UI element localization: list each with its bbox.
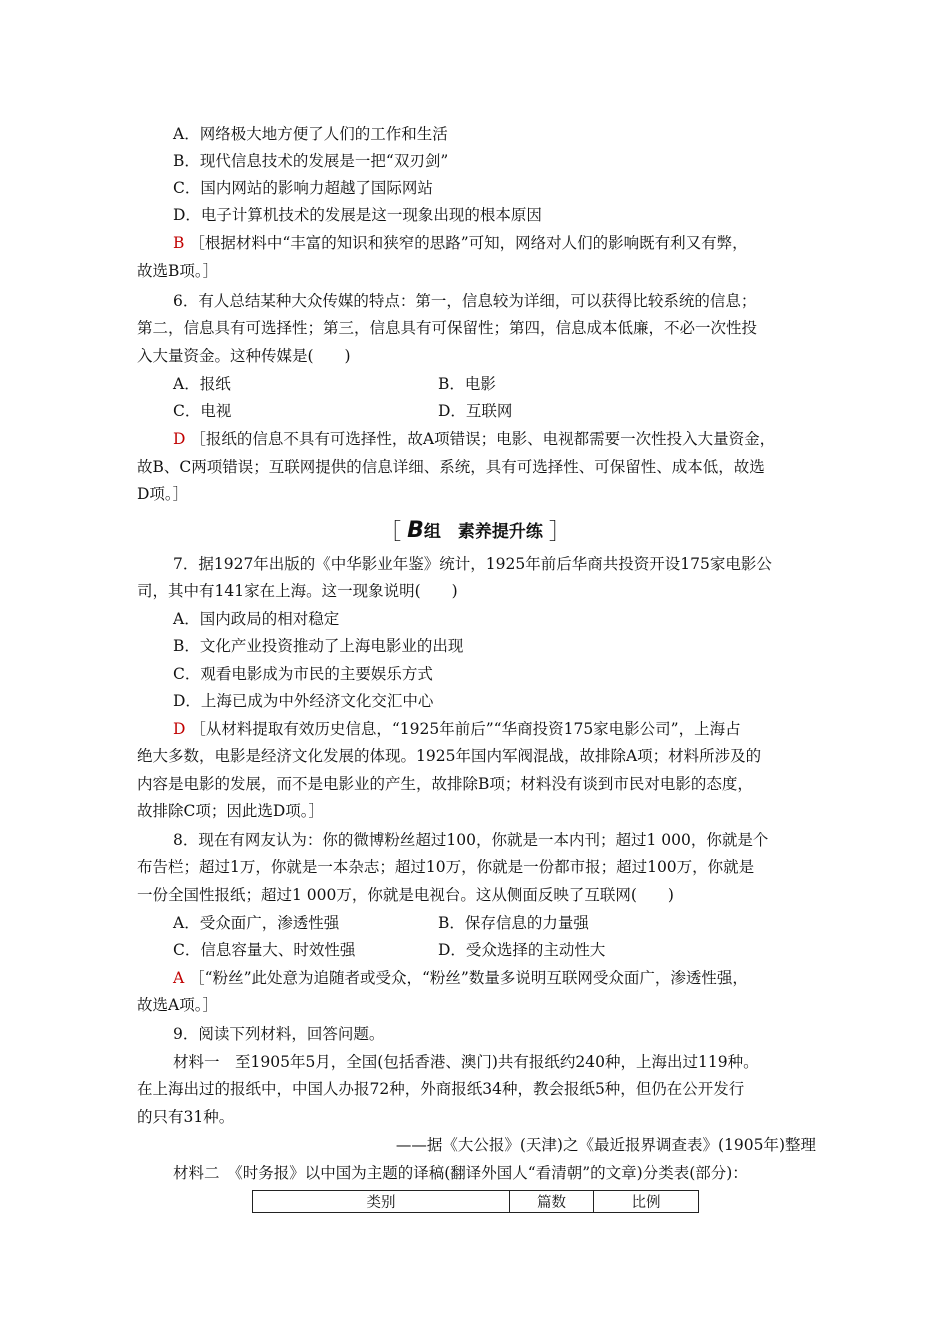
q9-material1-line2: 在上海出过的报纸中，中国人办报72种，外商报纸34种，教会报纸5种，但仍在公开发行: [137, 1080, 745, 1098]
q9-material1-line1: 材料一 至1905年5月，全国(包括香港、澳门)共有报纸约240种，上海出过119种。: [173, 1053, 759, 1071]
q5-answer: [173, 233, 748, 253]
q8-stem-line3: 一份全国性报纸；超过1 000万，你就是电视台。这从侧面反映了互联网( ): [137, 886, 674, 904]
q9-source-note: ——据《大公报》(天津)之《最近报界调查表》(1905年)整理: [395, 1136, 816, 1154]
q8-stem-line2: 布告栏；超过1万，你就是一本杂志；超过10万，你就是一份都市报；超过100万，你就是: [137, 858, 755, 876]
q8-answer: [173, 968, 748, 988]
q7-answer-text: ［从材料提取有效历史信息，“1925年前后”“华商投资175家电影公司”，上海占: [190, 720, 741, 738]
section-letter: B: [407, 518, 424, 543]
q6-stem-line2: 第二，信息具有可选择性；第三，信息具有可保留性；第四，信息成本低廉，不必一次性投: [137, 319, 758, 337]
q8-option-b: B．保存信息的力量强: [438, 914, 589, 932]
q7-answer-line4: 故排除C项；因此选D项。］: [137, 802, 325, 820]
q7-answer-letter: D: [173, 720, 186, 738]
q6-answer: [173, 429, 775, 449]
q8-answer-line2: 故选A项。］: [137, 996, 218, 1014]
q7-answer-line3: 内容是电影的发展，而不是电影业的产生，故排除B项；材料没有谈到市民对电影的态度，: [137, 775, 753, 793]
q5-answer-line2: 故选B项。］: [137, 262, 219, 280]
section-open-bracket: ［: [379, 520, 402, 545]
q6-option-a: A．报纸: [173, 375, 231, 393]
section-b-heading: [0, 515, 950, 546]
q6-answer-letter: D: [173, 430, 186, 448]
q8-answer-letter: A: [173, 969, 185, 987]
q5-option-d: D．电子计算机技术的发展是这一现象出现的根本原因: [173, 206, 542, 224]
q6-option-c: C．电视: [173, 402, 232, 420]
q8-stem-line1: 8．现在有网友认为：你的微博粉丝超过100，你就是一本内刊；超过1 000，你就是个: [173, 831, 769, 849]
q5-answer-letter: B: [173, 234, 185, 252]
q9-stem: 9．阅读下列材料，回答问题。: [173, 1025, 385, 1043]
q7-option-b: B．文化产业投资推动了上海电影业的出现: [173, 637, 464, 655]
q6-stem-line3: 入大量资金。这种传媒是( ): [137, 347, 351, 365]
q8-option-d: D．受众选择的主动性大: [438, 941, 606, 959]
q7-option-c: C．观看电影成为市民的主要娱乐方式: [173, 665, 433, 683]
q7-option-d: D．上海已成为中外经济文化交汇中心: [173, 692, 434, 710]
table-header-row: [253, 1191, 699, 1213]
q6-option-b: B．电影: [438, 375, 496, 393]
q7-stem-line2: 司，其中有141家在上海。这一现象说明( ): [137, 582, 458, 600]
q6-stem-line1: 6．有人总结某种大众传媒的特点：第一，信息较为详细，可以获得比较系统的信息；: [173, 292, 757, 310]
q5-option-c: C．国内网站的影响力超越了国际网站: [173, 179, 433, 197]
q9-material1-line3: 的只有31种。: [137, 1108, 235, 1126]
q5-answer-text: ［根据材料中“丰富的知识和狭窄的思路”可知，网络对人们的影响既有利又有弊，: [189, 234, 748, 252]
q9-material2: 材料二 《时务报》以中国为主题的译稿(翻译外国人“看清朝”的文章)分类表(部分)：: [173, 1164, 748, 1182]
q8-option-c: C．信息容量大、时效性强: [173, 941, 356, 959]
translation-classification-table: [252, 1190, 699, 1213]
table-header-count: 篇数: [510, 1191, 594, 1213]
section-close-bracket: ］: [548, 520, 571, 545]
q7-option-a: A．国内政局的相对稳定: [173, 610, 340, 628]
table-header-ratio: 比例: [594, 1191, 699, 1213]
q8-answer-text: ［“粉丝”此处意为追随者或受众，“粉丝”数量多说明互联网受众面广，渗透性强，: [189, 969, 748, 987]
q7-answer-line2: 绝大多数，电影是经济文化发展的体现。1925年国内军阀混战，故排除A项；材料所涉及的: [137, 747, 762, 765]
q6-answer-line2: 故B、C两项错误；互联网提供的信息详细、系统，具有可选择性、可保留性、成本低，故选: [137, 458, 765, 476]
q7-answer: [173, 719, 741, 739]
section-title: 组 素养提升练: [423, 522, 543, 542]
q7-stem-line1: 7．据1927年出版的《中华影业年鉴》统计，1925年前后华商共投资开设175家电影公: [173, 555, 772, 573]
q5-option-a: A．网络极大地方便了人们的工作和生活: [173, 125, 448, 143]
q6-answer-line3: D项。］: [137, 485, 189, 503]
q6-option-d: D．互联网: [438, 402, 513, 420]
table-header-category: 类别: [253, 1191, 510, 1213]
q6-answer-text: ［报纸的信息不具有可选择性，故A项错误；电影、电视都需要一次性投入大量资金，: [190, 430, 776, 448]
q8-option-a: A．受众面广，渗透性强: [173, 914, 340, 932]
q5-option-b: B．现代信息技术的发展是一把“双刃剑”: [173, 152, 449, 170]
